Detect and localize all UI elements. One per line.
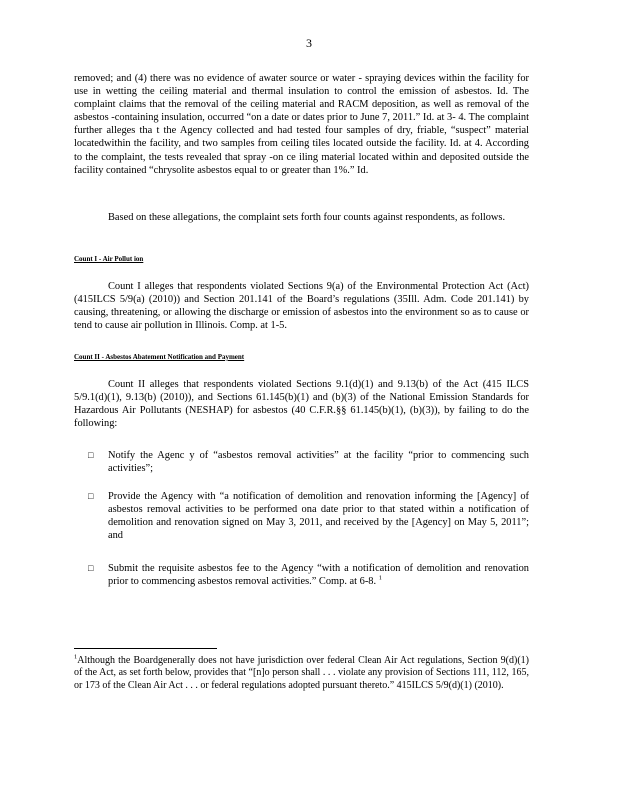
bullet-list xyxy=(88,449,529,475)
paragraph-counts-intro: Based on these allegations, the complaint sets forth four counts against respondents, as follows. xyxy=(108,212,506,223)
paragraph-count-1: Count I alleges that respondents violated Sections 9(a) of the Environmental Protection Act (Act) (415ILCS 5/9(a) (2010)) and Section 201.141 of the Board’s regulations (35Ill. Adm. Code 201.141) by causing, threatening, or allowing the discharge or emission of asbestos into the environment so as to cause or tend to cause air pollution in Illinois. Comp. at 1-5. xyxy=(74,281,529,332)
checkbox-bullet-icon: □ xyxy=(88,563,94,573)
footnote-divider xyxy=(74,648,217,649)
footnote-reference: 1 xyxy=(378,574,382,582)
checkbox-bullet-icon: □ xyxy=(88,491,94,501)
paragraph-count-2: Count II alleges that respondents violated Sections 9.1(d)(1) and 9.13(b) of the Act (415 ILCS 5/9.1(d)(1), 9.13(b) (2010)), and Sections 61.145(b)(1) and (b)(3) of the National Emission Standards for Hazardous Air Pollutants (NESHAP) for asbestos (40 C.F.R.§§ 61.145(b)(1), (b)(3)), by failing to do the following: xyxy=(74,379,529,430)
footnote-marker: 1 xyxy=(74,653,78,661)
footnote xyxy=(74,655,529,692)
checkbox-bullet-icon: □ xyxy=(88,450,94,460)
list-item xyxy=(88,562,529,588)
bullet-list xyxy=(88,490,529,542)
list-item-text: Notify the Agenc y of “asbestos removal activities” at the facility “prior to commencing such activities”; xyxy=(108,450,529,475)
heading-count-1: Count I - Air Pollut ion xyxy=(74,255,144,263)
page-number: 3 xyxy=(306,36,312,50)
list-item xyxy=(88,449,529,475)
list-item xyxy=(88,490,529,542)
footnote-text: Although the Boardgenerally does not have jurisdiction over federal Clean Air Act regulations, Section 9(d)(1) of the Act, as set forth below, provides that “[n]o person shall . . . violate any provision of Sections 111, 112, 165, or 173 of the Clean Air Act . . . or federal regulations adopted pursuant thereto.” 415ILCS 5/9(d)(1) (2010). xyxy=(74,655,529,691)
list-item-text: Provide the Agency with “a notification of demolition and renovation informing the [Agency] of asbestos removal activities to be performed ona date prior to that stated within a notification of demolition and renovation signed on May 3, 2011, and received by the [Agency] on May 5, 2011”; and xyxy=(108,491,529,542)
list-item-text: Submit the requisite asbestos fee to the Agency “with a notification of demolition and renovation prior to commencing asbestos removal activities.” Comp. at 6-8. xyxy=(108,563,529,588)
heading-count-2: Count II - Asbestos Abatement Notification and Payment xyxy=(74,353,245,361)
paragraph-complaint-claims: removed; and (4) there was no evidence of awater source or water - spraying devices within the facility for use in wetting the ceiling material and thermal insulation to control the emission of asbestos. Id. The complaint claims that the removal of the ceiling material and RACM deposition, as well as removal of the asbestos -containing insulation, occurred “on a date or dates prior to June 7, 2011.” Id. at 3- 4. The complaint further alleges tha t the Agency collected and had tested four samples of dry, friable, “suspect” material locatedwithin the facility, and two samples from ceiling tiles located outside the facility. Id. at 4. According to the complaint, the tests revealed that spray -on ce iling material located within and deposited outside the facility contained “chrysolite asbestos equal to or greater than 1%.” Id. xyxy=(74,73,529,176)
bullet-list xyxy=(88,562,529,588)
